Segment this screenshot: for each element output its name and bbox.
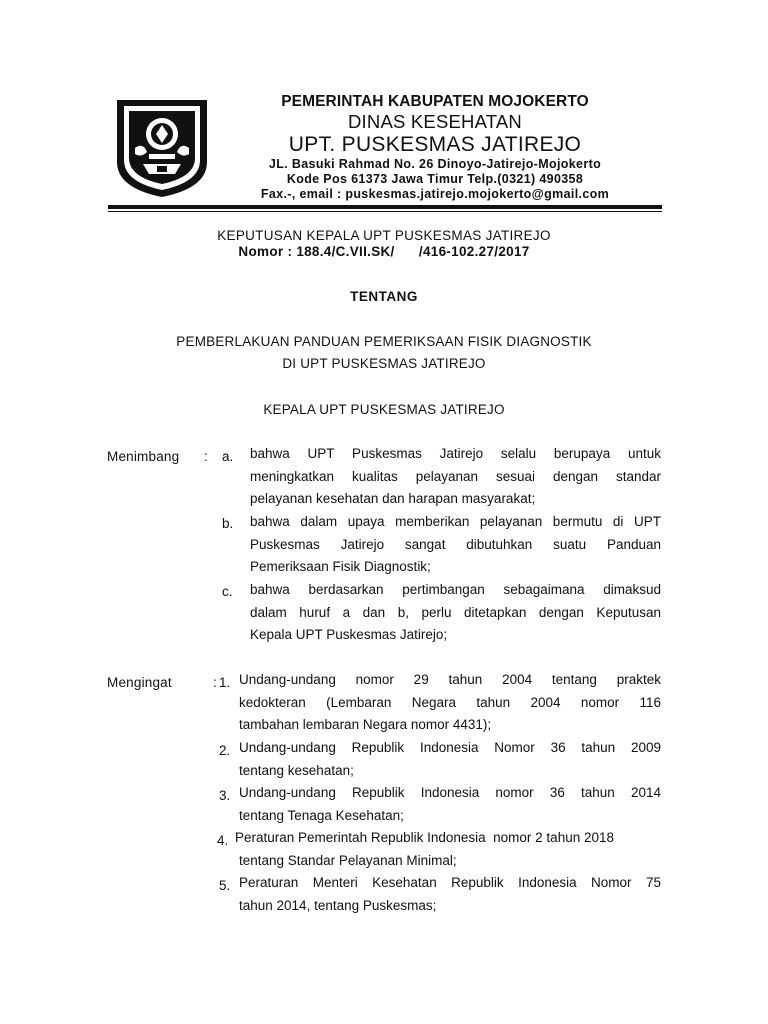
- item-line: tentang Standar Pelayanan Minimal;: [239, 852, 457, 868]
- item-line: Pemeriksaan Fisik Diagnostik;: [250, 559, 431, 574]
- department-name: DINAS KESEHATAN: [348, 111, 522, 132]
- item-line: bahwa dalam upaya memberikan pelayanan bermutu di UPT: [250, 514, 661, 529]
- tentang-heading: TENTANG: [350, 289, 418, 304]
- item-line: Kepala UPT Puskesmas Jatirejo;: [250, 627, 448, 642]
- item-line: kedokteran (Lembaran Negara tahun 2004 nomor 116: [239, 694, 661, 710]
- mengingat-item: [235, 827, 661, 872]
- menimbang-colon: :: [204, 449, 208, 464]
- mengingat-colon: :: [213, 675, 217, 690]
- menimbang-label: Menimbang: [107, 449, 180, 464]
- item-line: meningkatkan kualitas pelayanan sesuai dengan standar: [250, 468, 661, 484]
- item-line: dalam huruf a dan b, perlu ditetapkan dengan Keputusan: [250, 604, 661, 620]
- mengingat-marker: 5.: [219, 878, 231, 893]
- institution-name: UPT. PUSKESMAS JATIREJO: [288, 133, 582, 156]
- mengingat-marker: 2.: [219, 743, 231, 758]
- decree-title: KEPUTUSAN KEPALA UPT PUSKESMAS JATIREJO: [217, 228, 551, 243]
- decree-subject-line1: PEMBERLAKUAN PANDUAN PEMERIKSAAN FISIK DIAGNOSTIK: [176, 334, 592, 349]
- mengingat-item: [239, 737, 661, 782]
- mengingat-item: [239, 782, 661, 827]
- item-line: Puskesmas Jatirejo sangat dibutuhkan suatu Panduan: [250, 536, 661, 552]
- mengingat-item: [239, 872, 661, 917]
- decree-subject-line2: DI UPT PUSKESMAS JATIREJO: [282, 356, 486, 371]
- item-line: Peraturan Pemerintah Republik Indonesia nomor 2 tahun 2018: [235, 830, 614, 845]
- item-line: bahwa UPT Puskesmas Jatirejo selalu berupaya untuk: [250, 446, 661, 461]
- letterhead-divider: [108, 205, 662, 209]
- regency-emblem-icon: [113, 96, 211, 200]
- mengingat-label: Mengingat: [107, 675, 172, 690]
- mengingat-marker: 1.: [219, 675, 231, 690]
- mengingat-marker: 4.: [217, 833, 229, 848]
- item-line: tambahan lembaran Negara nomor 4431);: [239, 717, 492, 732]
- mengingat-marker: 3.: [219, 788, 231, 803]
- menimbang-marker: b.: [222, 516, 234, 531]
- fax-email-line: Fax.-, email : puskesmas.jatirejo.mojokerto@gmail.com: [260, 187, 610, 201]
- decree-issuer: KEPALA UPT PUSKESMAS JATIREJO: [263, 402, 505, 417]
- address-line: JL. Basuki Rahmad No. 26 Dinoyo-Jatirejo-Mojokerto: [268, 157, 602, 171]
- menimbang-item: [250, 511, 661, 579]
- item-line: Undang-undang Republik Indonesia Nomor 36 tahun 2009: [239, 740, 661, 755]
- mengingat-item: [239, 669, 661, 737]
- item-line: tentang kesehatan;: [239, 762, 354, 778]
- postal-phone-line: Kode Pos 61373 Jawa Timur Telp.(0321) 490358: [286, 172, 584, 186]
- item-line: Peraturan Menteri Kesehatan Republik Indonesia Nomor 75: [239, 875, 661, 890]
- government-name: PEMERINTAH KABUPATEN MOJOKERTO: [281, 93, 589, 110]
- decree-number: Nomor : 188.4/C.VII.SK/ /416-102.27/2017: [238, 244, 530, 259]
- menimbang-marker: c.: [222, 584, 233, 599]
- letterhead-divider-thin: [108, 211, 662, 212]
- menimbang-marker: a.: [222, 449, 234, 464]
- item-line: Undang-undang nomor 29 tahun 2004 tentang praktek: [239, 672, 661, 687]
- item-line: tahun 2014, tentang Puskesmas;: [239, 897, 437, 913]
- item-line: tentang Tenaga Kesehatan;: [239, 807, 404, 823]
- item-line: Undang-undang Republik Indonesia nomor 36 tahun 2014: [239, 785, 661, 800]
- letterhead: [215, 92, 655, 202]
- menimbang-item: [250, 579, 661, 647]
- item-line: bahwa berdasarkan pertimbangan sebagaimana dimaksud: [250, 582, 661, 597]
- item-line: pelayanan kesehatan dan harapan masyarakat;: [250, 491, 536, 506]
- menimbang-item: [250, 443, 661, 511]
